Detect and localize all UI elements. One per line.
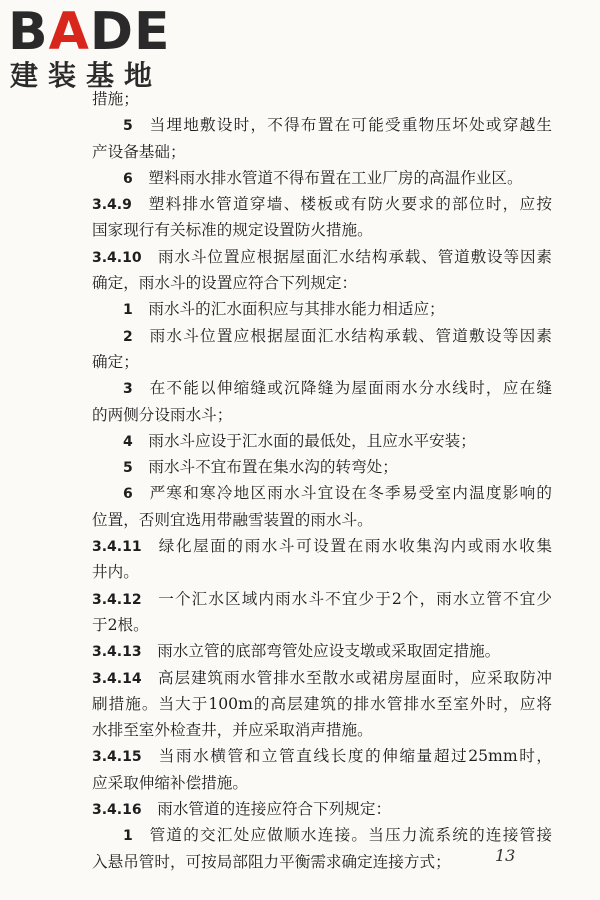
line-text: 的两侧分设雨水斗； — [92, 405, 233, 424]
page-number: 13 — [495, 846, 516, 865]
clause-number: 4 — [123, 433, 133, 450]
clause-number: 3.4.11 — [92, 539, 142, 556]
text-line — [92, 296, 552, 322]
clause-number: 3.4.9 — [92, 197, 132, 214]
line-text: 确定； — [92, 352, 139, 371]
text-line — [92, 849, 552, 875]
text-line — [92, 323, 552, 349]
text-line — [92, 112, 552, 138]
document-body — [92, 86, 552, 875]
line-text: 一个汇水区域内雨水斗不宜少于2个，雨水立管不宜少 — [157, 589, 552, 608]
line-text: 雨水斗的汇水面积应与其排水能力相适应； — [148, 300, 445, 319]
text-line — [92, 533, 552, 559]
text-line — [92, 375, 552, 401]
text-line — [92, 191, 552, 217]
text-line — [92, 770, 552, 796]
line-text: 产设备基础； — [92, 142, 186, 161]
clause-number: 1 — [123, 302, 133, 319]
line-text: 水排至室外检查井，并应采取消声措施。 — [92, 721, 373, 740]
clause-number: 5 — [123, 460, 133, 477]
text-line — [92, 217, 552, 243]
clause-number: 3.4.16 — [92, 802, 142, 819]
line-text: 雨水斗应设于汇水面的最低处，且应水平安装； — [148, 431, 476, 450]
text-line — [92, 349, 552, 375]
clause-number: 3.4.10 — [92, 249, 142, 266]
clause-number: 3.4.14 — [92, 670, 142, 687]
text-line — [92, 743, 552, 769]
line-text: 于2根。 — [92, 615, 149, 634]
text-line — [92, 717, 552, 743]
text-line — [92, 165, 552, 191]
clause-number: 3 — [123, 381, 133, 398]
text-line — [92, 86, 552, 112]
text-line — [92, 507, 552, 533]
line-text: 在不能以伸缩缝或沉降缝为屋面雨水分水线时，应在缝 — [148, 379, 552, 398]
bade-logo — [8, 4, 178, 94]
text-line — [92, 612, 552, 638]
text-line — [92, 480, 552, 506]
clause-number: 3.4.15 — [92, 749, 142, 766]
clause-number: 3.4.13 — [92, 644, 142, 661]
line-text: 位置，否则宜选用带融雪装置的雨水斗。 — [92, 510, 373, 529]
text-line — [92, 796, 552, 822]
text-line — [92, 244, 552, 270]
text-line — [92, 586, 552, 612]
text-line — [92, 665, 552, 691]
line-text: 雨水斗位置应根据屋面汇水结构承载、管道敷设等因素 — [148, 326, 552, 345]
line-text: 塑料排水管道穿墙、楼板或有防火要求的部位时，应按 — [147, 195, 552, 214]
line-text: 塑料雨水排水管道不得布置在工业厂房的高温作业区。 — [148, 168, 523, 187]
line-text: 管道的交汇处应做顺水连接。当压力流系统的连接管接 — [148, 826, 552, 845]
line-text: 雨水管道的连接应符合下列规定： — [157, 800, 392, 819]
text-line — [92, 822, 552, 848]
line-text: 雨水立管的底部弯管处应设支墩或采取固定措施。 — [157, 642, 501, 661]
clause-number: 1 — [123, 828, 133, 845]
line-text: 国家现行有关标准的规定设置防火措施。 — [92, 221, 373, 240]
line-text: 雨水斗位置应根据屋面汇水结构承载、管道敷设等因素 — [157, 247, 552, 266]
line-text: 高层建筑雨水管排水至散水或裙房屋面时，应采取防冲 — [157, 668, 552, 687]
logo-wordmark: BADE — [8, 2, 171, 62]
text-line — [92, 559, 552, 585]
text-line — [92, 428, 552, 454]
clause-number: 3.4.12 — [92, 591, 142, 608]
line-text: 确定，雨水斗的设置应符合下列规定： — [92, 274, 358, 293]
line-text: 措施； — [92, 90, 139, 108]
text-line — [92, 638, 552, 664]
line-text: 严寒和寒冷地区雨水斗宜设在冬季易受室内温度影响的 — [148, 484, 552, 503]
text-line — [92, 402, 552, 428]
logo-subtitle: 建装基地 — [10, 59, 163, 92]
line-text: 当雨水横管和立管直线长度的伸缩量超过25mm时， — [157, 747, 552, 766]
line-text: 入悬吊管时，可按局部阻力平衡需求确定连接方式； — [92, 852, 451, 871]
clause-number: 2 — [123, 328, 133, 345]
text-line — [92, 139, 552, 165]
line-text: 绿化屋面的雨水斗可设置在雨水收集沟内或雨水收集 — [157, 537, 552, 556]
clause-number: 5 — [123, 118, 133, 135]
line-text: 当埋地敷设时，不得布置在可能受重物压坏处或穿越生 — [148, 116, 552, 135]
clause-number: 6 — [123, 170, 133, 187]
text-line — [92, 454, 552, 480]
line-text: 井内。 — [92, 563, 139, 582]
line-text: 雨水斗不宜布置在集水沟的转弯处； — [148, 458, 398, 477]
line-text: 应采取伸缩补偿措施。 — [92, 773, 248, 792]
text-line — [92, 270, 552, 296]
text-line — [92, 691, 552, 717]
clause-number: 6 — [123, 486, 133, 503]
line-text: 刷措施。当大于100m的高层建筑的排水管排水至室外时，应将 — [92, 694, 552, 713]
